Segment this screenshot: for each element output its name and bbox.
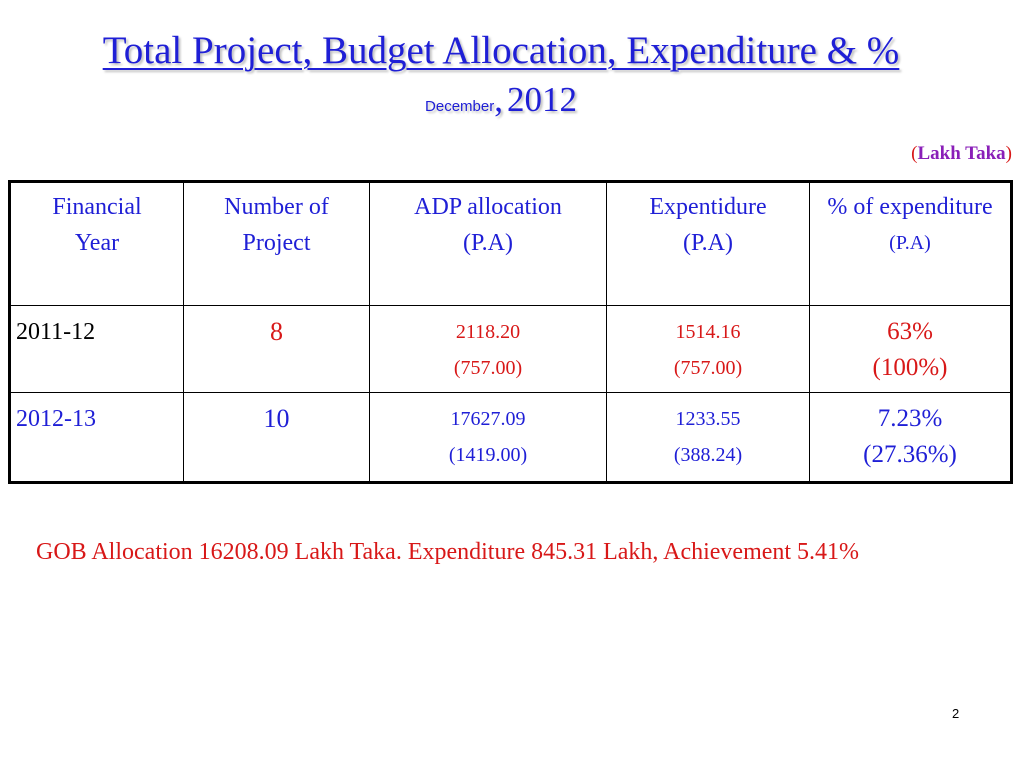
header-financial-year — [10, 182, 184, 306]
cell-percent — [810, 393, 1012, 483]
table-row — [10, 393, 1012, 483]
gob-allocation-note: GOB Allocation 16208.09 Lakh Taka. Expenditure 845.31 Lakh, Achievement 5.41% — [36, 539, 860, 565]
header-number-of-project — [184, 182, 370, 306]
exp-pa-value: (388.24) — [673, 444, 743, 466]
adp-value: 2118.20 — [455, 321, 521, 343]
projects-value: 8 — [270, 317, 283, 346]
table-row — [10, 306, 1012, 393]
exp-value: 1233.55 — [675, 408, 741, 430]
header-adp-line2: (P.A) — [462, 230, 513, 256]
cell-year — [10, 306, 184, 393]
unit-label — [911, 143, 1012, 165]
header-expenditure — [607, 182, 810, 306]
cell-projects — [184, 306, 370, 393]
adp-pa-value: (1419.00) — [448, 444, 528, 466]
pct-values — [810, 306, 1010, 386]
adp-values — [370, 393, 606, 473]
cell-projects — [184, 393, 370, 483]
header-pct-line1: % of expenditure — [827, 194, 993, 220]
header-adp-line1: ADP allocation — [414, 194, 562, 220]
unit-open-paren: ( — [911, 143, 918, 164]
header-exp-line2: (P.A) — [682, 230, 733, 256]
cell-expenditure — [607, 393, 810, 483]
cell-adp — [370, 393, 607, 483]
exp-pa-value: (757.00) — [673, 357, 743, 379]
header-proj-line2: Project — [242, 230, 311, 256]
header-row — [10, 182, 1012, 306]
year-value: 2012-13 — [16, 406, 96, 432]
header-exp-line1: Expentidure — [649, 194, 767, 220]
subtitle-separator: , — [494, 80, 503, 119]
pct-values — [810, 393, 1010, 473]
cell-year — [10, 393, 184, 483]
projects-value: 10 — [263, 404, 290, 433]
pct-value: 7.23% — [877, 405, 943, 432]
budget-table — [8, 180, 1013, 484]
slide-title: Total Project, Budget Allocation, Expenditure & % — [102, 29, 900, 72]
subtitle-month: December — [425, 98, 495, 115]
unit-text: Lakh Taka — [917, 143, 1006, 164]
header-pct-line2: (P.A) — [889, 232, 931, 254]
cell-expenditure — [607, 306, 810, 393]
slide-subtitle — [0, 80, 1002, 120]
adp-values — [370, 306, 606, 386]
header-percent-expenditure — [810, 182, 1012, 306]
pct-value: 63% — [887, 318, 933, 345]
adp-pa-value: (757.00) — [453, 357, 523, 379]
cell-adp — [370, 306, 607, 393]
header-adp-allocation — [370, 182, 607, 306]
exp-values — [607, 393, 809, 473]
unit-close-paren: ) — [1005, 143, 1012, 164]
header-year-line1: Financial — [52, 194, 142, 220]
page-number: 2 — [952, 706, 960, 721]
adp-value: 17627.09 — [450, 408, 526, 430]
header-year-line2: Year — [74, 230, 120, 256]
year-value: 2011-12 — [16, 319, 96, 345]
header-proj-line1: Number of — [224, 194, 329, 220]
pct-pa-value: (100%) — [872, 354, 948, 381]
cell-percent — [810, 306, 1012, 393]
exp-values — [607, 306, 809, 386]
pct-pa-value: (27.36%) — [863, 441, 957, 468]
subtitle-year: 2012 — [506, 80, 577, 119]
exp-value: 1514.16 — [675, 321, 741, 343]
